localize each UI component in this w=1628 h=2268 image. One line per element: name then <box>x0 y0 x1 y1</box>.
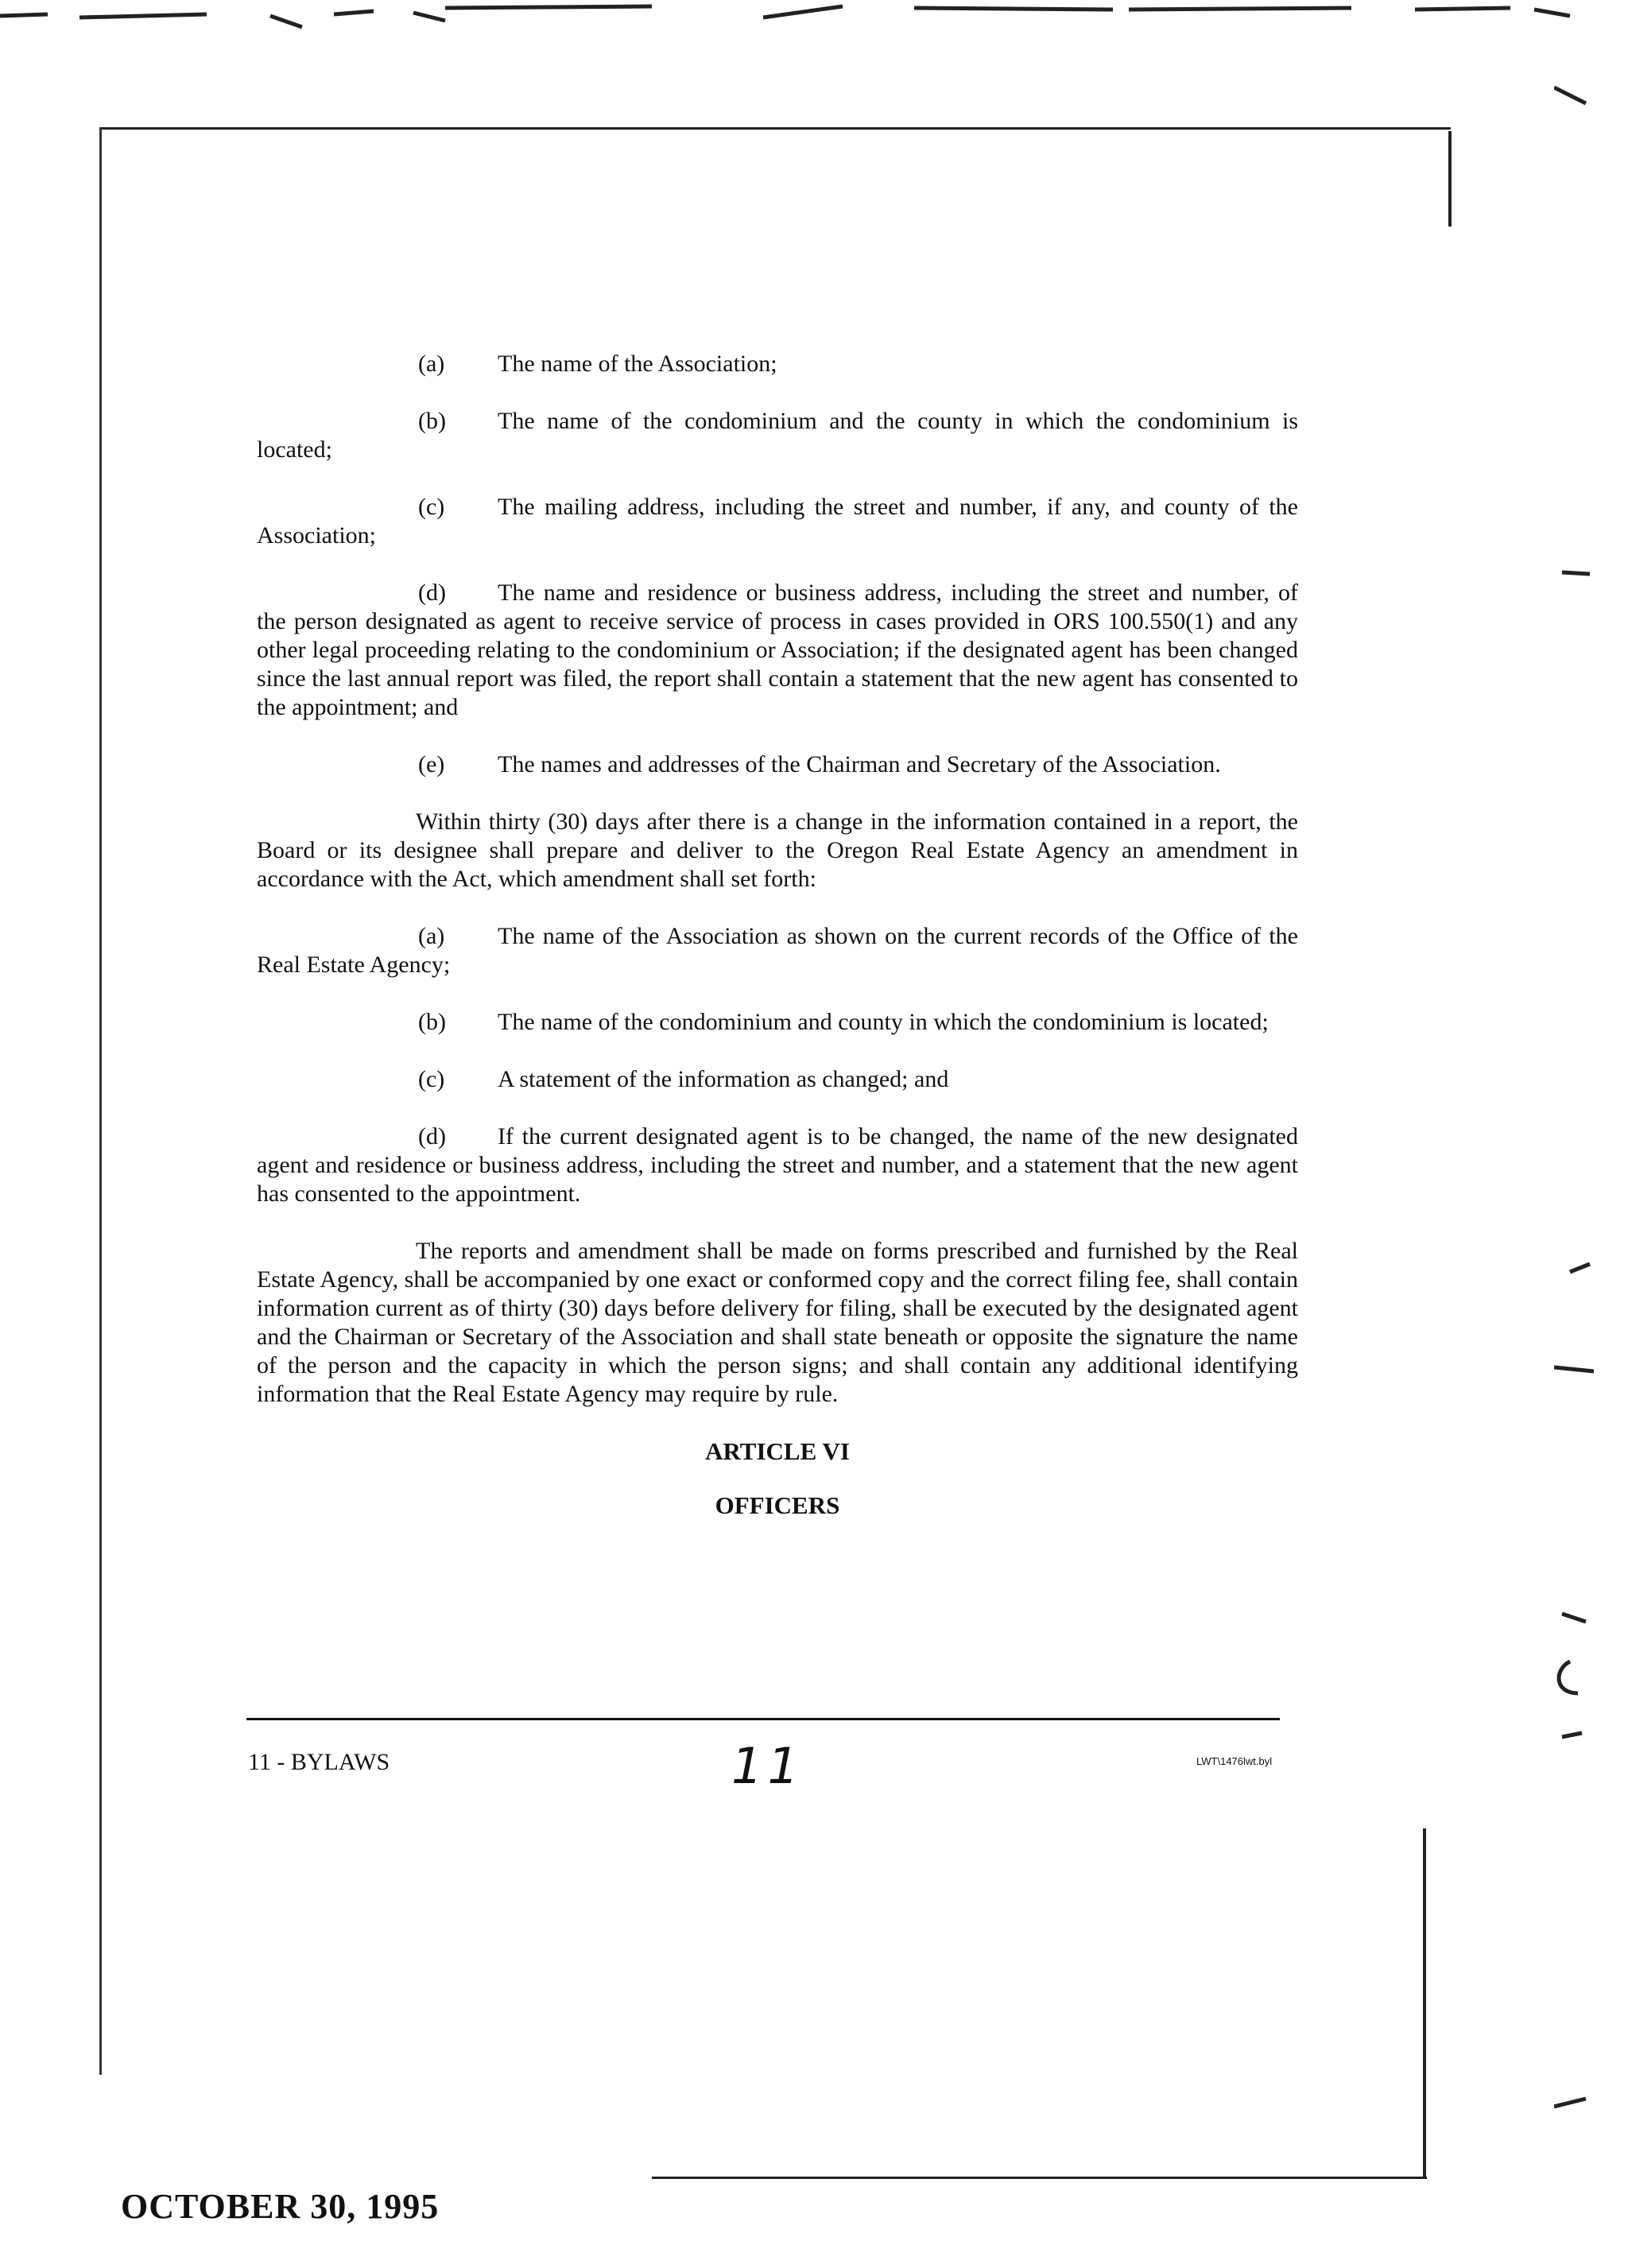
list-item <box>257 750 1298 779</box>
list-item-label: (c) <box>418 494 445 520</box>
list-item <box>257 579 1298 722</box>
article-heading: ARTICLE VI <box>705 1437 850 1465</box>
list-item <box>257 1008 1298 1037</box>
list-item-text: The name of the condominium and the county in which the condominium is located; <box>257 408 1298 463</box>
amendment-intro-paragraph: Within thirty (30) days after there is a change in the information contained in a report, the Board or its designee shall prepare and deliver to the Oregon Real Estate Agency an amendment in accordance with the Act, which amendment shall set forth: <box>257 808 1298 892</box>
list-item <box>257 407 1298 464</box>
list-item-text: The mailing address, including the street and number, if any, and county of the Association; <box>257 494 1298 549</box>
list-item-label: (b) <box>418 408 446 434</box>
scan-artifact-top <box>0 0 1628 32</box>
page-border-bottom <box>652 2177 1427 2179</box>
scan-artifact-right-edge <box>1554 79 1602 2226</box>
footer-label: 11 - BYLAWS <box>248 1749 390 1775</box>
list-item-label: (d) <box>418 580 446 606</box>
list-item-text: A statement of the information as changed; and <box>498 1066 949 1092</box>
page-border-top <box>99 127 1451 130</box>
list-item-text: The name of the condominium and county in which the condominium is located; <box>498 1009 1269 1035</box>
handwritten-page-number: 11 <box>731 1737 804 1795</box>
page-border-left <box>99 127 102 2075</box>
footer-rule <box>246 1718 1280 1720</box>
list-item <box>257 922 1298 979</box>
list-item-text: The name of the Association as shown on the current records of the Office of the Real Estate Agency; <box>257 923 1298 978</box>
date-stamp: OCTOBER 30, 1995 <box>121 2187 440 2226</box>
document-body <box>257 350 1298 1520</box>
list-item-text: The name of the Association; <box>498 351 777 377</box>
list-item-label: (e) <box>418 751 445 777</box>
list-item-label: (c) <box>418 1066 445 1092</box>
list-item-label: (b) <box>418 1009 446 1035</box>
list-item-label: (a) <box>418 923 445 949</box>
closing-paragraph: The reports and amendment shall be made on forms prescribed and furnished by the Real Estate Agency, shall be accompanied by one exact or conformed copy and the correct filing fee, shall contain information current as of thirty (30) days before delivery for filing, shall be executed by the designated agent and the Chairman or Secretary of the Association and shall state beneath or opposite the signature the name of the person and the capacity in which the person signs; and shall contain any additional identifying information that the Real Estate Agency may require by rule. <box>257 1238 1298 1407</box>
list-item <box>257 1065 1298 1094</box>
list-item-text: If the current designated agent is to be changed, the name of the new designated agent and residence or business address, including the street and number, and a statement that the new agent has consented to the appointment. <box>257 1123 1298 1207</box>
page-border-right-top <box>1448 131 1452 227</box>
list-item <box>257 350 1298 378</box>
page-border-right-bottom <box>1423 1828 1426 2178</box>
list-item-label: (a) <box>418 351 445 377</box>
footer-file-code: LWT\1476lwt.byl <box>1196 1755 1273 1767</box>
list-item-text: The names and addresses of the Chairman and Secretary of the Association. <box>498 751 1221 777</box>
list-item <box>257 493 1298 550</box>
list-item <box>257 1122 1298 1208</box>
list-item-text: The name and residence or business address, including the street and number, of the person designated as agent to receive service of process in cases provided in ORS 100.550(1) and any other legal proceeding relating to the condominium or Association; if the designated agent has been changed since the last annual report was filed, the report shall contain a statement that the new agent has consented to the appointment; and <box>257 580 1298 720</box>
list-item-label: (d) <box>418 1123 446 1150</box>
article-title: OFFICERS <box>715 1491 840 1519</box>
